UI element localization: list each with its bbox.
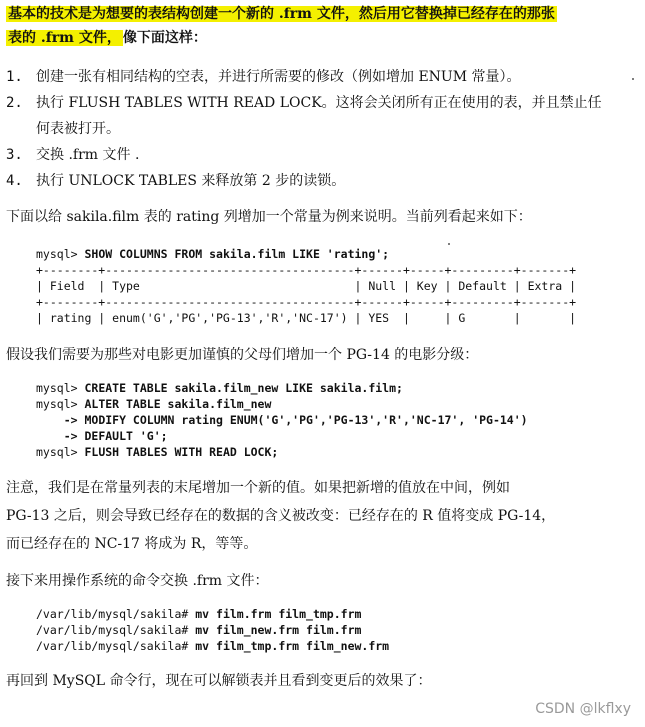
- list-item-continuation: [6, 116, 636, 142]
- scan-speck: [448, 243, 450, 245]
- code-command: mv film.frm film_tmp.frm: [195, 607, 362, 621]
- pg14-intro: 假设我们需要为那些对电影更加谨慎的父母们增加一个 PG-14 的电影分级：: [6, 347, 479, 363]
- example-intro: 下面以给 sakila.film 表的 rating 列增加一个常量为例来说明。当前列看起来如下：: [6, 209, 532, 225]
- intro-line-2-highlight: 表的 .frm 文件，: [8, 30, 121, 46]
- table-row: | rating | enum('G','PG','PG-13','R','NC-17') | YES | | G | |: [36, 311, 577, 325]
- intro-line-1: 基本的技术是为想要的表结构创建一个新的 .frm 文件，然后用它替换掉已经存在的那张: [8, 6, 555, 22]
- step-text: 执行 UNLOCK TABLES 来释放第 2 步的读锁。: [36, 173, 346, 189]
- code-prompt: /var/lib/mysql/sakila#: [36, 639, 196, 653]
- steps-list: [6, 64, 636, 194]
- code-prompt: ->: [36, 413, 85, 427]
- step-text: 创建一张有相同结构的空表，并进行所需要的修改（例如增加 ENUM 常量）。: [36, 69, 521, 85]
- closing-line: 再回到 MySQL 命令行，现在可以解锁表并且看到变更后的效果了：: [6, 673, 432, 689]
- scan-speck: [632, 78, 634, 80]
- code-command: FLUSH TABLES WITH READ LOCK;: [84, 445, 279, 459]
- code-command: mv film_new.frm film.frm: [195, 623, 362, 637]
- code-prompt: mysql>: [36, 445, 85, 459]
- code-prompt: /var/lib/mysql/sakila#: [36, 623, 196, 637]
- step-number: 3.: [6, 147, 23, 163]
- code-prompt: ->: [36, 429, 85, 443]
- code-prompt: /var/lib/mysql/sakila#: [36, 607, 196, 621]
- alter-code-block: [6, 380, 636, 460]
- table-border-mid: +--------+------------------------------------+------+-----+---------+-------+: [36, 295, 577, 309]
- swap-code-block: [6, 606, 636, 654]
- document-page: [6, 0, 636, 692]
- list-item: [6, 142, 636, 168]
- code-command: ALTER TABLE sakila.film_new: [84, 397, 272, 411]
- code-prompt: mysql>: [36, 397, 85, 411]
- step-number: 4.: [6, 173, 23, 189]
- intro-line-2-rest: 像下面这样：: [122, 30, 207, 46]
- step-text: 交换 .frm 文件 .: [36, 147, 140, 163]
- step-number: 1.: [6, 69, 23, 85]
- intro-paragraph: [6, 2, 636, 50]
- code-command: mv film_tmp.frm film_new.frm: [195, 639, 390, 653]
- note-line: 注意，我们是在常量列表的末尾增加一个新的值。如果把新增的值放在中间，例如: [6, 480, 510, 496]
- code-prompt: mysql>: [36, 247, 85, 261]
- code-command: CREATE TABLE sakila.film_new LIKE sakila.film;: [84, 381, 403, 395]
- note-line: 而已经存在的 NC-17 将成为 R，等等。: [6, 536, 258, 552]
- note-paragraph: [6, 474, 636, 558]
- note-line: PG-13 之后，则会导致已经存在的数据的含义被改变：已经存在的 R 值将变成 PG-14，: [6, 508, 556, 524]
- swap-intro: 接下来用操作系统的命令交换 .frm 文件：: [6, 573, 269, 589]
- code-command: DEFAULT 'G';: [84, 429, 168, 443]
- code-prompt: mysql>: [36, 381, 85, 395]
- step-text: 何表被打开。: [36, 121, 120, 137]
- show-columns-block: [6, 246, 636, 326]
- code-command: SHOW COLUMNS FROM sakila.film LIKE 'rating';: [84, 247, 390, 261]
- list-item: [6, 168, 636, 194]
- list-item: [6, 90, 636, 116]
- step-text: 执行 FLUSH TABLES WITH READ LOCK。这将会关闭所有正在使用的表，并且禁止任: [36, 95, 602, 111]
- step-number: 2.: [6, 95, 23, 111]
- table-border-top: +--------+------------------------------------+------+-----+---------+-------+: [36, 263, 577, 277]
- table-header-row: | Field | Type | Null | Key | Default | Extra |: [36, 279, 577, 293]
- list-item: [6, 64, 636, 90]
- watermark: CSDN @lkflxy: [535, 701, 631, 717]
- code-command: MODIFY COLUMN rating ENUM('G','PG','PG-13','R','NC-17', 'PG-14'): [84, 413, 528, 427]
